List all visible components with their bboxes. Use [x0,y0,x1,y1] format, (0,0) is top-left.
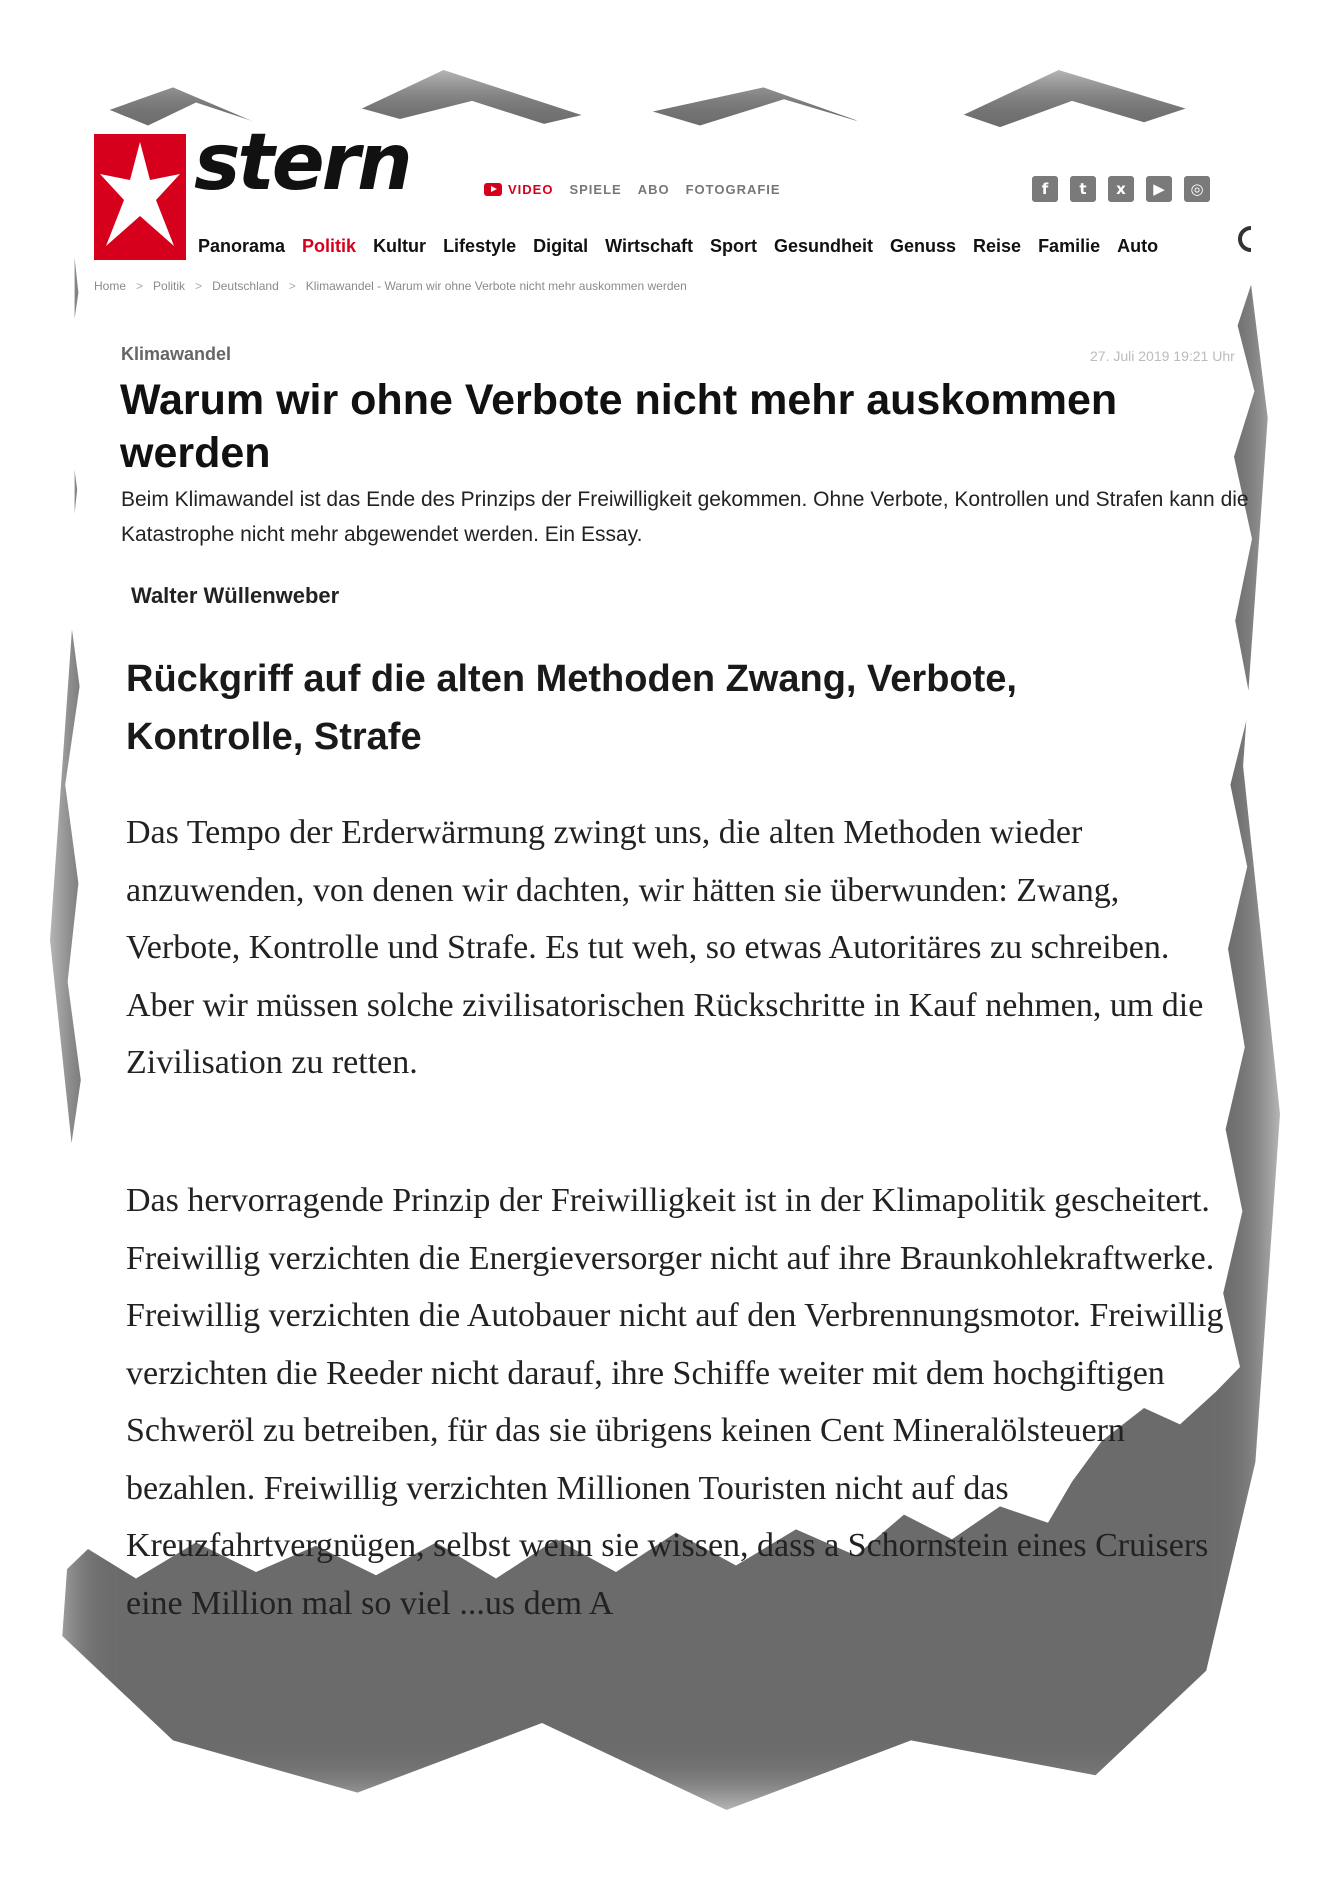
stern-logo-icon[interactable] [94,134,186,260]
facebook-icon[interactable]: f [1032,176,1058,202]
social-icons [1032,176,1210,202]
article-date: 27. Juli 2019 19:21 Uhr [1090,348,1235,364]
service-nav-spiele[interactable]: SPIELE [569,182,622,197]
xing-icon[interactable]: x [1108,176,1134,202]
service-nav-abo[interactable]: ABO [637,182,670,197]
article-headline: Warum wir ohne Verbote nicht mehr auskommen werden [120,376,1118,477]
youtube-icon[interactable]: ▶ [1146,176,1172,202]
breadcrumb-politik[interactable]: Politik [153,279,186,293]
article-paragraph: Das Tempo der Erderwärmung zwingt uns, die alten Methoden wieder anzuwenden, von denen wir dachten, wir hätten sie überwunden: Zwang, Verbote, Kontrolle und Strafe. Es tut weh, so etwas Autoritäres zu schreiben. Aber wir müssen solche zivilisatorischen Rückschritte in Kauf nehmen, um die Zivilisation zu retten. [126,814,1204,1081]
nav-item-lifestyle[interactable]: Lifestyle [443,236,517,256]
nav-item-genuss[interactable]: Genuss [889,236,957,256]
nav-item-digital[interactable]: Digital [533,236,589,256]
breadcrumb [94,279,687,293]
twitter-icon[interactable]: t [1070,176,1096,202]
breadcrumb-separator: > [288,279,296,293]
brand-wordmark[interactable]: stern [194,118,410,208]
nav-item-kultur[interactable]: Kultur [373,236,427,256]
nav-item-politik[interactable]: Politik [302,236,357,256]
breadcrumb-separator: > [136,279,144,293]
service-nav [484,182,781,197]
article-author[interactable]: Walter Wüllenweber [131,583,340,608]
service-nav-video[interactable]: VIDEO [484,182,553,197]
nav-item-sport[interactable]: Sport [709,236,757,256]
nav-item-auto[interactable]: Auto [1117,236,1159,256]
video-play-icon [484,183,502,196]
article-kicker: Klimawandel [121,344,232,364]
article-paragraph: Das hervorragende Prinzip der Freiwilligkeit ist in der Klimapolitik gescheitert. Freiwillig verzichten die Energieversorger nicht auf ihre Braunkohlekraftwerke. Freiwillig verzichten die Autobauer nicht auf den Verbrennungsmotor. Freiwillig verzichten die Reeder nicht darauf, ihre Schiffe weiter mit dem hochgiftigen Schweröl zu betreiben, für das sie übrigens keinen Cent Mineralölsteuern bezahlen. Freiwillig verzichten Millionen Touristen nicht auf das Kreuzfahrtvergnügen, selbst wenn sie wissen, dass a Schornstein eines Cruisers eine Million mal so viel ...us dem A [126,1182,1224,1622]
article-subhead: Rückgriff auf die alten Methoden Zwang, Verbote, Kontrolle, Strafe [126,658,1017,758]
breadcrumb-home[interactable]: Home [94,279,127,293]
breadcrumb-current: Klimawandel - Warum wir ohne Verbote nicht mehr auskommen werden [305,279,687,293]
breadcrumb-separator: > [195,279,203,293]
nav-item-gesundheit[interactable]: Gesundheit [773,236,873,256]
article-intro: Beim Klimawandel ist das Ende des Prinzips der Freiwilligkeit gekommen. Ohne Verbote, Kontrollen und Strafen kann die Katastrophe nicht mehr abgewendet werden. Ein Essay. [121,488,1249,546]
nav-item-familie[interactable]: Familie [1038,236,1101,256]
breadcrumb-deutschland[interactable]: Deutschland [212,279,279,293]
instagram-icon[interactable]: ◎ [1184,176,1210,202]
nav-item-panorama[interactable]: Panorama [198,236,286,256]
nav-item-reise[interactable]: Reise [973,236,1022,256]
service-nav-fotografie[interactable]: FOTOGRAFIE [685,182,781,197]
main-nav [198,236,1158,257]
nav-item-wirtschaft[interactable]: Wirtschaft [605,236,693,256]
